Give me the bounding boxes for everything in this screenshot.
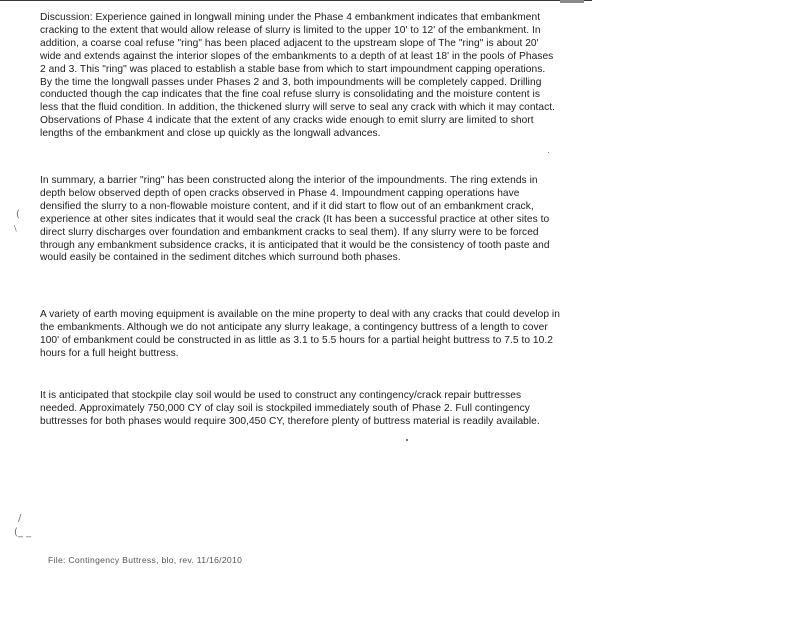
scan-margin-mark: /: [18, 513, 22, 524]
scan-top-edge-line: [0, 0, 592, 1]
stockpile-paragraph: It is anticipated that stockpile clay soil would be used to construct any contingency/crack repair buttresses needed. Approximately 750,000 CY of clay soil is stockpiled immediately south of Phase 2. Full contingency buttresses for both phases would require 300,450 CY, therefore plenty of buttress material is readily available.: [40, 390, 540, 427]
document-footer: File: Contingency Buttress, blo, rev. 11/16/2010: [48, 555, 243, 565]
scan-margin-mark: (_ _: [14, 527, 32, 538]
scan-top-edge-mark: [560, 0, 584, 3]
scan-margin-mark: (: [16, 209, 20, 220]
scan-speck: [406, 439, 408, 441]
scan-margin-mark: \: [14, 224, 17, 233]
summary-paragraph: In summary, a barrier "ring" has been constructed along the interior of the impoundments. The ring extends in depth below observed depth of open cracks observed in Phase 4. Impoundment capping operations have densified the slurry to a non-flowable moisture content, and if it did start to flow out of an embankment crack, experience at other sites indicates that it would seal the crack (It has been a successful practice at other sites to direct slurry discharges over foundation and embankment cracks to seal them). If any slurry were to be forced through any embankment subsidence cracks, it is anticipated that it would be the consistency of tooth paste and would easily be contained in the sediment ditches which surround both phases.: [40, 175, 550, 264]
discussion-paragraph: Discussion: Experience gained in longwall mining under the Phase 4 embankment indicates that embankment cracking to the extent that would allow release of slurry is limited to the upper 10' to 12' of the embankment. In addition, a coarse coal refuse "ring" has been placed adjacent to the upstream slope of The "ring" is about 20' wide and extends against the interior slopes of the embankments to a depth of at least 18' in the pools of Phases 2 and 3. This "ring" was placed to establish a stable base from which to start impoundment capping operations. By the time the longwall passes under Phases 2 and 3, both impoundments will be completely capped. Drilling conducted though the cap indicates that the fine coal refuse slurry is consolidating and the moisture content is less that the fluid condition. In addition, the thickened slurry will serve to seal any crack with which it may contact. Observations of Phase 4 indicate that the extent of any cracks wide enough to emit slurry are limited to short lengths of the embankment and close up quickly as the longwall advances.: [40, 12, 556, 140]
equipment-paragraph: A variety of earth moving equipment is available on the mine property to deal with any cracks that could develop in the embankments. Although we do not anticipate any slurry leakage, a contingency buttress of a length to cover 100' of embankment could be constructed in as little as 3.1 to 5.5 hours for a partial height buttress to 7.5 to 10.2 hours for a full height buttress.: [40, 309, 560, 359]
scan-speck: [548, 152, 549, 153]
